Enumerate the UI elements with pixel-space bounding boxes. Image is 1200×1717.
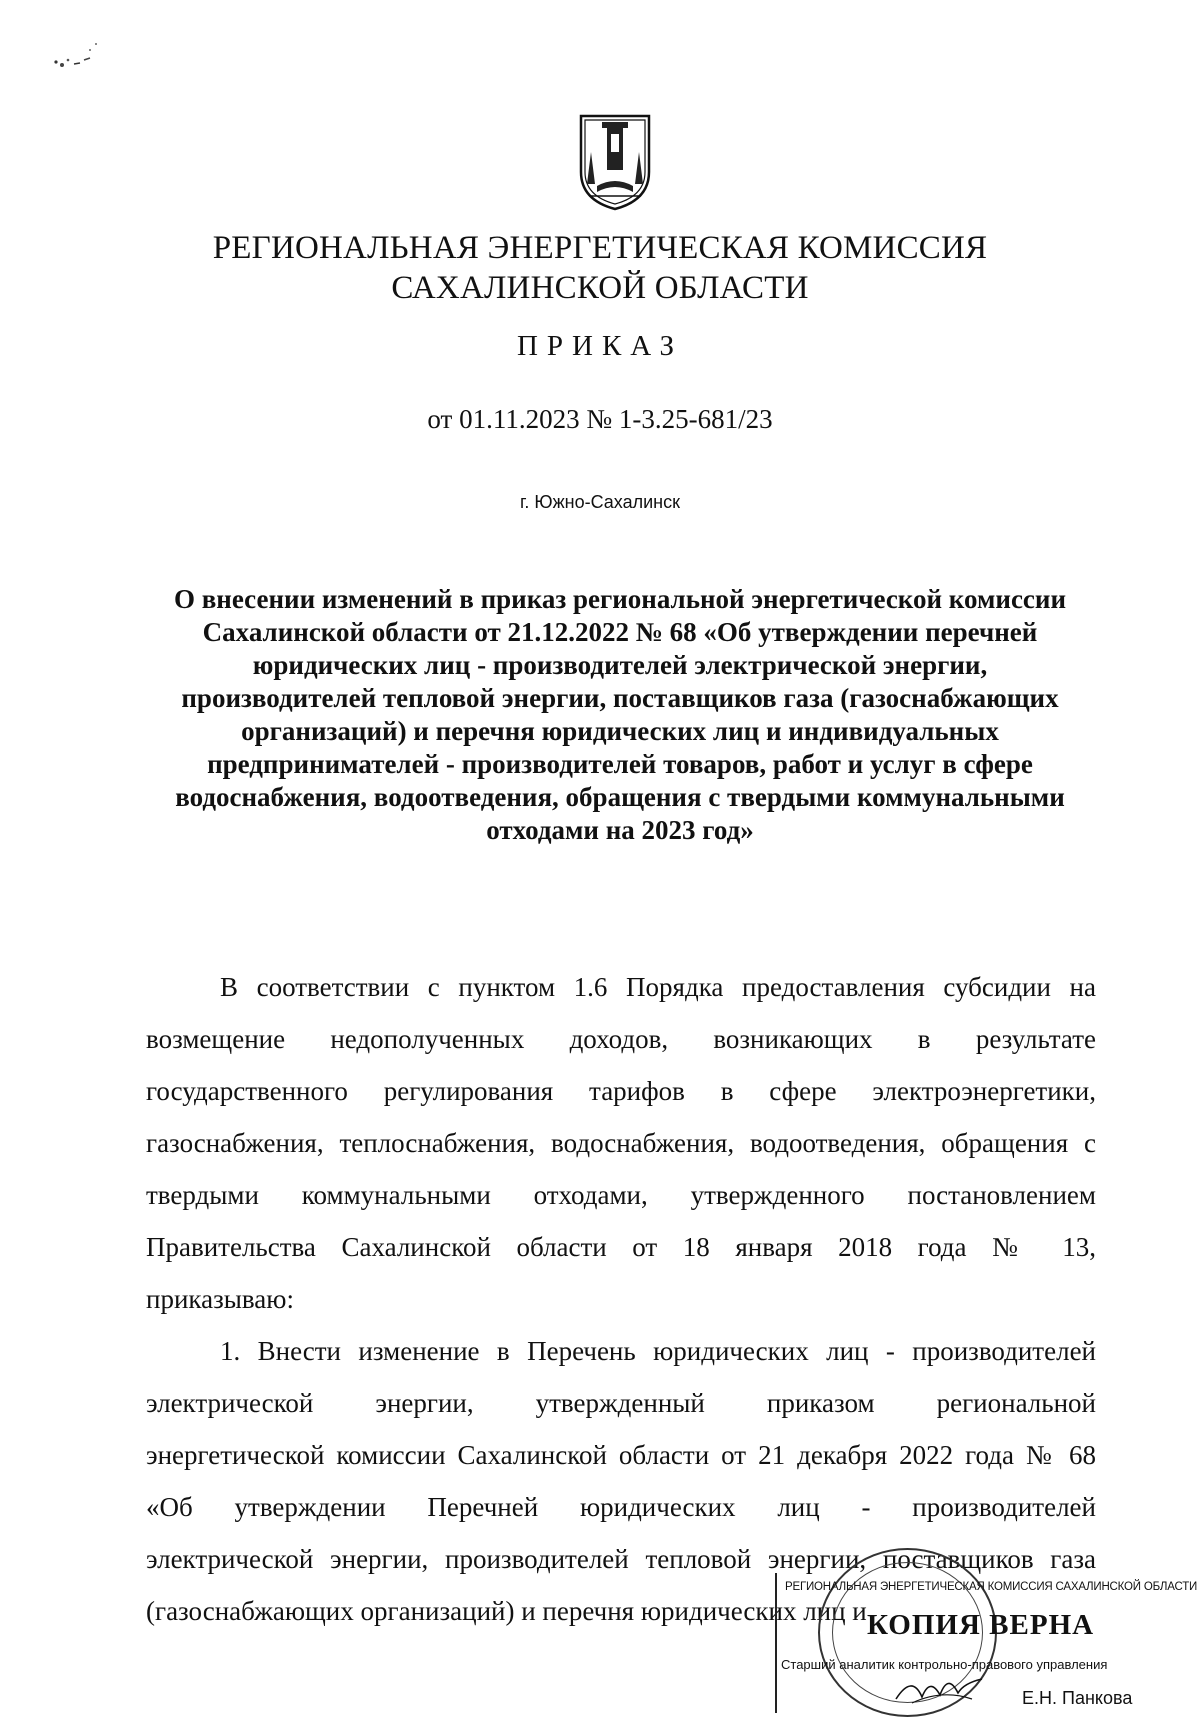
title-line: организаций) и перечня юридических лиц и индивидуальных [241, 716, 999, 746]
title-line: юридических лиц - производителей электрической энергии, [252, 650, 988, 680]
stamp-position: Старший аналитик контрольно-правового управления [781, 1657, 1108, 1672]
body-line: электрической энергии, утвержденный приказом региональной [146, 1388, 1096, 1418]
body-line: твердыми коммунальными отходами, утвержденного постановлением [146, 1180, 1096, 1210]
body-line: (газоснабжающих организаций) и перечня юридических лиц и [146, 1596, 867, 1626]
org-name-line-1: РЕГИОНАЛЬНАЯ ЭНЕРГЕТИЧЕСКАЯ КОМИССИЯ [212, 230, 988, 266]
body-line: Правительства Сахалинской области от 18 января 2018 года № 13, [146, 1232, 1096, 1262]
coat-of-arms-emblem [575, 112, 655, 212]
body-line: В соответствии с пунктом 1.6 Порядка предоставления субсидии на [220, 972, 1096, 1002]
scan-noise [50, 40, 130, 80]
body-line: газоснабжения, теплоснабжения, водоснабжения, водоотведения, обращения с [146, 1128, 1096, 1158]
document-number: от 01.11.2023 № 1-3.25-681/23 [427, 404, 773, 434]
body-line: государственного регулирования тарифов в сфере электроэнергетики, [146, 1076, 1096, 1106]
stamp-name: Е.Н. Панкова [1022, 1688, 1133, 1708]
title-line: производителей тепловой энергии, поставщиков газа (газоснабжающих [181, 683, 1059, 713]
city: г. Южно-Сахалинск [520, 492, 680, 512]
title-line: О внесении изменений в приказ региональной энергетической комиссии [173, 584, 1067, 614]
body-line: возмещение недополученных доходов, возникающих в результате [146, 1024, 1096, 1054]
org-name-line-2: САХАЛИНСКОЙ ОБЛАСТИ [391, 270, 809, 306]
stamp-copy-label: КОПИЯ ВЕРНА [867, 1609, 1095, 1641]
body-line: 1. Внести изменение в Перечень юридических лиц - производителей [220, 1336, 1096, 1366]
body-line: электрической энергии, производителей тепловой энергии, поставщиков газа [146, 1544, 1096, 1574]
copy-certification-stamp [775, 1573, 1198, 1713]
stamp-org: РЕГИОНАЛЬНАЯ ЭНЕРГЕТИЧЕСКАЯ КОМИССИЯ САХАЛИНСКОЙ ОБЛАСТИ [785, 1581, 1198, 1593]
title-line: водоснабжения, водоотведения, обращения с твердыми коммунальными [175, 782, 1065, 812]
body-line: «Об утверждении Перечней юридических лиц - производителей [146, 1492, 1096, 1522]
document-title [140, 583, 1100, 847]
title-line: Сахалинской области от 21.12.2022 № 68 «Об утверждении перечней [202, 617, 1038, 647]
document-type: ПРИКАЗ [516, 330, 684, 362]
body-line: энергетической комиссии Сахалинской области от 21 декабря 2022 года № 68 [146, 1440, 1096, 1470]
title-line: отходами на 2023 год» [486, 815, 754, 845]
body-line: приказываю: [146, 1284, 294, 1314]
title-line: предпринимателей - производителей товаров, работ и услуг в сфере [207, 749, 1033, 779]
handwritten-signature [892, 1669, 992, 1709]
